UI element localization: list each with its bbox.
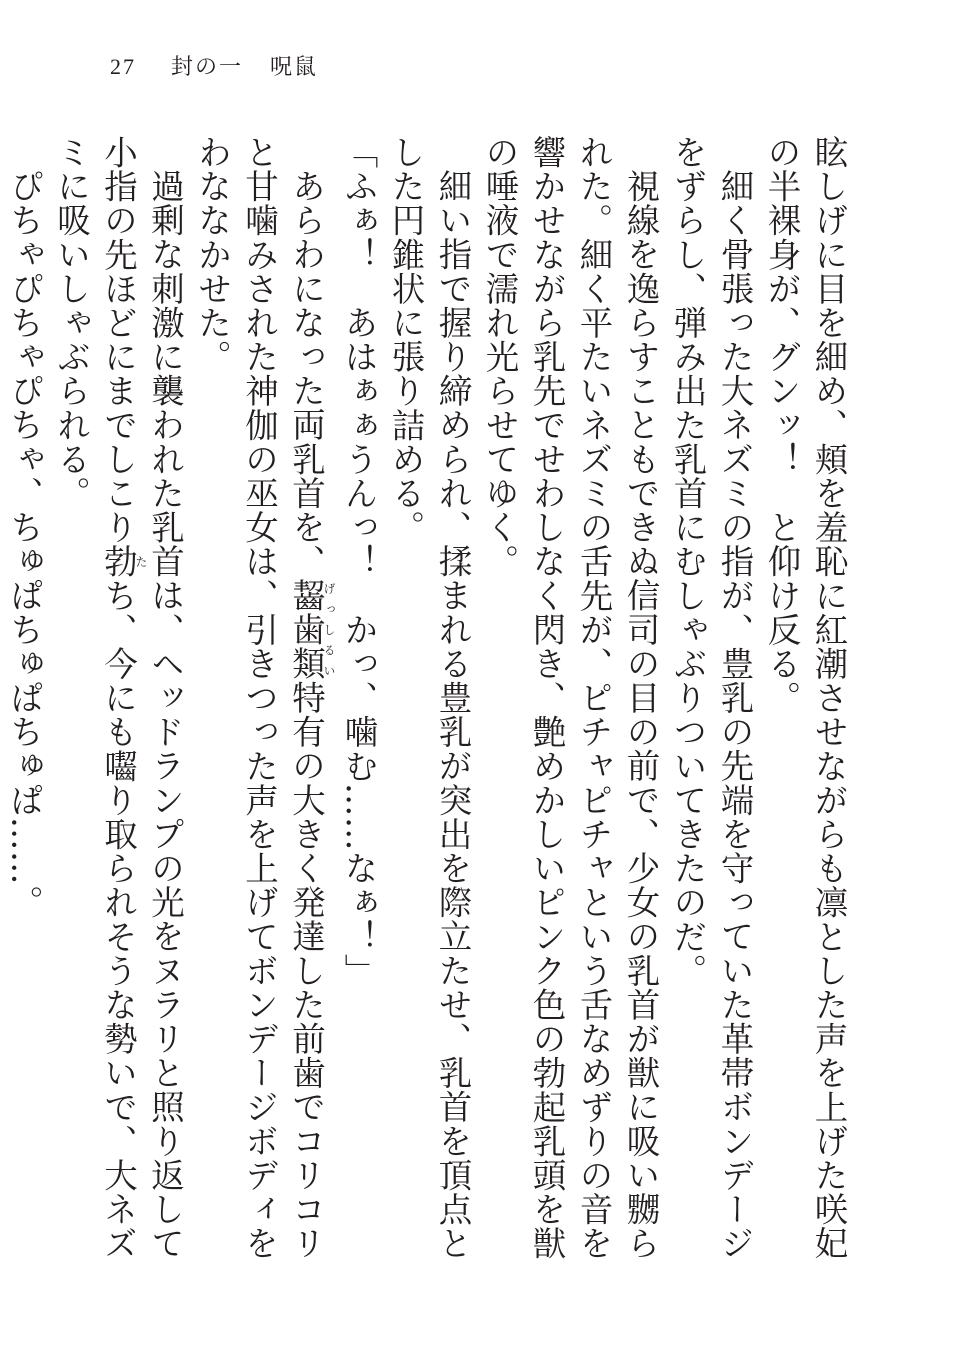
paragraph-4: 細い指で握り締められ、揉まれる豊乳が突出を際立たせ、乳首を頂点とした円錐状に張り詰める。 — [386, 135, 472, 1260]
page-number: 27 — [110, 54, 136, 79]
paragraph-9 — [0, 135, 1, 1265]
ruby-gesshirui-base: 齧歯類 — [286, 577, 326, 681]
paragraph-3: 視線を逸らすこともできぬ信司の目の前で、少女の乳首が獣に吸い嬲られた。細く平たいネズミの舌先が、ピチャピチャという舌なめずりの音を響かせながら乳先でせわしなく閃き、艶めかしいピンク色の勃起乳頭を獣の唾液で濡れ光らせてゆく。 — [480, 135, 660, 1261]
ruby-ta — [98, 544, 148, 579]
ruby-gesshirui-reading: げっしるい — [322, 577, 336, 680]
chapter-title: 呪鼠 — [270, 55, 319, 80]
paragraph-6 — [189, 135, 336, 1265]
paragraph-6-part-2: 特有の大きく発達した前歯でコリコリと甘噛みされた神伽の巫女は、引きつった声を上げてボンデージボディをわななかせた。 — [192, 135, 326, 1261]
ruby-ta-base: 勃 — [98, 544, 138, 579]
ruby-ta-reading: た — [134, 544, 148, 579]
ruby-gesshirui — [286, 577, 336, 681]
paragraph-7 — [48, 135, 189, 1265]
paragraph-7-part-2: ち、今にも囓り取られそうな勢いで、大ネズミに吸いしゃぶられる。 — [51, 135, 138, 1261]
paragraph-8: ぴちゃぴちゃぴちゃ、ちゅぱちゅぱちゅぱ……。 — [4, 168, 44, 919]
paragraph-7-part-1: 過剰な刺激に襲われた乳首は、ヘッドランプの光をヌラリと照り返して小指の先ほどにまでしこり — [98, 135, 185, 1260]
novel-body-text — [4, 135, 852, 1265]
paragraph-1: 眩しげに目を細め、頬を羞恥に紅潮させながらも凛とした声を上げた咲妃の半裸身が、グンッ！ と仰け反る。 — [762, 135, 848, 1261]
paragraph-2: 細く骨張った大ネズミの指が、豊乳の先端を守っていた革帯ボンデージをずらし、弾み出た乳首にむしゃぶりついてきたのだ。 — [668, 135, 754, 1260]
paragraph-6-part-1: あらわになった両乳首を、 — [286, 168, 326, 578]
running-header — [110, 50, 318, 81]
chapter-label: 封の一 — [171, 55, 244, 80]
paragraph-5-dialogue: 「ふぁ！ あはぁぁうんっ！ かっ、噛む……なぁ！」 — [339, 135, 378, 988]
